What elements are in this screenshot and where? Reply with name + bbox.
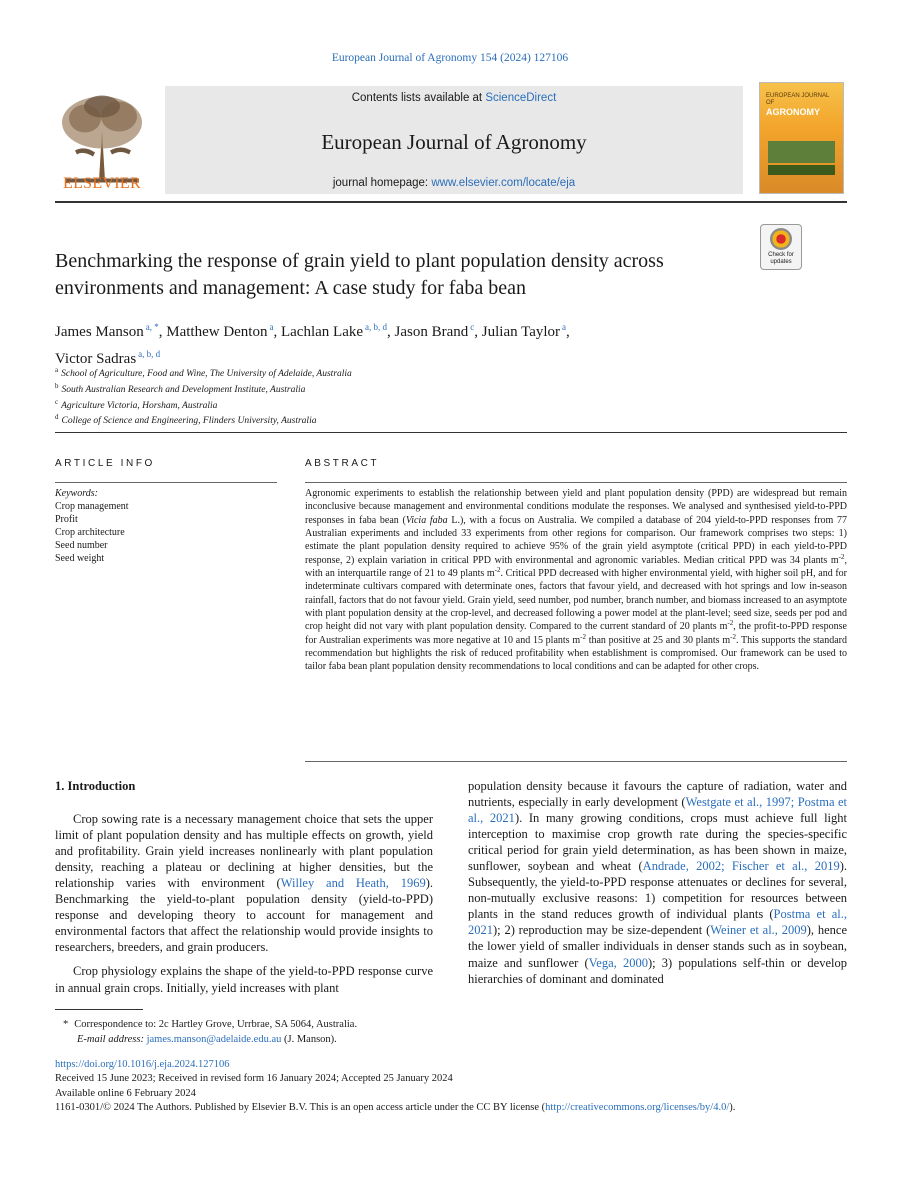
author[interactable]: Lachlan Lake $^{a, b, d}$,	[280, 322, 395, 340]
author[interactable]: Julian Taylor $^a$,	[481, 322, 570, 340]
front-matter-divider	[55, 432, 847, 433]
section-heading-introduction: 1. Introduction	[55, 779, 136, 793]
contents-prefix: Contents lists available at	[351, 92, 486, 104]
author-list	[55, 316, 755, 370]
citation-link[interactable]: Weiner et al., 2009	[710, 923, 807, 938]
journal-title: European Journal of Agronomy	[321, 130, 587, 154]
check-for-updates-icon	[770, 228, 792, 250]
email-link[interactable]: james.manson@adelaide.edu.au	[146, 1034, 282, 1045]
footnote-divider	[55, 1009, 143, 1010]
affiliation-item: $^d$ College of Science and Engineering, Flinders University, Australia	[55, 413, 317, 427]
received-dates: Received 15 June 2023; Received in revised form 16 January 2024; Accepted 25 January 2024	[55, 1073, 453, 1085]
keywords-label: Keywords:	[55, 488, 98, 499]
check-updates-line1: Check for	[768, 252, 794, 258]
body-paragraph: population density because it favours the capture of radiation, water and nutrients, especially in early development (Westgate et al., 1997; Postma et al., 2021). In many growing conditions, crops must achieve full light interception to maximise crop growth rate during the species-specific critical period for grain yield determination, as has been shown in maize, sunflower, soybean and wheat (Andrade, 2002; Fischer et al., 2019). Subsequently, the yield-to-PPD response attenuates or declines for several, non-mutually exclusive reasons: 1) competition for resources between plants in the stand reduces growth of individual plants (Postma et al., 2021); 2) reproduction may be size-dependent (Weiner et al., 2009), hence the lower yield of smaller individuals in denser stands such as in soybean, maize and sunflower (Vega, 2000); 3) populations self-thin or develop hierarchies of dominant and dominated	[468, 779, 847, 986]
cover-image	[768, 141, 835, 163]
doi-link[interactable]: https://doi.org/10.1016/j.eja.2024.127106	[55, 1059, 230, 1070]
license-link[interactable]: http://creativecommons.org/licenses/by/4.0/	[545, 1102, 730, 1114]
abstract-heading: ABSTRACT	[305, 458, 380, 469]
citation-link[interactable]: Andrade, 2002; Fischer et al., 2019	[642, 859, 840, 874]
cover-text	[766, 93, 837, 118]
author[interactable]: Jason Brand $^c$,	[394, 322, 482, 340]
homepage-line	[165, 177, 743, 189]
check-for-updates-badge[interactable]	[760, 224, 802, 270]
abstract-divider	[305, 482, 847, 483]
citation-link[interactable]: Westgate et al., 1997; Postma et al., 2021	[468, 795, 847, 826]
article-info-divider	[55, 482, 277, 483]
citation-link[interactable]: Willey and Heath, 1969	[280, 876, 426, 891]
citation-link[interactable]: Postma et al., 2021	[468, 907, 847, 938]
elsevier-wordmark: ELSEVIER	[63, 175, 141, 192]
email-line: E-mail address: james.manson@adelaide.edu.au (J. Manson).	[77, 1034, 337, 1045]
check-updates-line2: updates	[770, 258, 792, 265]
correspondence-footnote	[55, 1017, 755, 1047]
article-title: Benchmarking the response of grain yield to plant population density across environments and management: A case study for faba bean	[55, 250, 664, 299]
author[interactable]: Victor Sadras $^{a, b, d}$	[55, 349, 161, 367]
body-column-right	[468, 778, 847, 987]
correspondence-line: * Correspondence to: 2c Hartley Grove, Urrbrae, SA 5064, Australia.	[63, 1019, 358, 1030]
keyword-item: Profit	[55, 514, 78, 525]
citation-link[interactable]: Vega, 2000	[588, 955, 648, 970]
contents-line	[165, 92, 743, 104]
author[interactable]: James Manson $^{a, *}$,	[55, 322, 167, 340]
keywords-block	[55, 487, 277, 565]
journal-header	[55, 78, 847, 196]
author[interactable]: Matthew Denton $^a$,	[166, 322, 281, 340]
homepage-prefix: journal homepage:	[332, 177, 432, 189]
body-paragraph: Crop sowing rate is a necessary management choice that sets the upper limit of plant population density and has multiple effects on growth, yield and profitability. Grain yield increases nonlinearly with plant population density, reaching a plateau or declining at higher densities, but the relationship varies with environment (Willey and Heath, 1969). Benchmarking the yield-to-plant population density (yield-to-PPD) response and developing theory to account for management and environmental factors that affect the relationship would provide insights to researchers, breeders, and grain producers.	[55, 812, 433, 955]
keyword-item: Crop management	[55, 501, 129, 512]
journal-reference[interactable]: European Journal of Agronomy 154 (2024) 127106	[331, 52, 569, 64]
homepage-link[interactable]: www.elsevier.com/locate/eja	[431, 177, 576, 189]
article-info-heading: ARTICLE INFO	[55, 458, 155, 469]
affiliation-item: $^b$ South Australian Research and Development Institute, Australia	[55, 381, 306, 395]
abstract-end-divider	[305, 761, 847, 762]
keyword-item: Seed weight	[55, 553, 105, 564]
body-column-left	[55, 778, 433, 996]
keyword-item: Crop architecture	[55, 527, 125, 538]
affiliation-item: $^c$ Agriculture Victoria, Horsham, Australia	[55, 397, 218, 411]
cover-image-strip	[768, 165, 835, 175]
header-divider	[55, 201, 847, 203]
journal-cover-thumbnail[interactable]	[759, 82, 844, 194]
affiliations	[55, 365, 755, 428]
available-online: Available online 6 February 2024	[55, 1087, 196, 1099]
body-paragraph: Crop physiology explains the shape of the yield-to-PPD response curve in annual grain crops. Initially, yield increases with plant	[55, 964, 433, 995]
cover-big-title: AGRONOMY	[766, 107, 820, 118]
license-line: 1161-0301/© 2024 The Authors. Published by Elsevier B.V. This is an open access article under the CC BY license (http://creativecommons.org/licenses/by/4.0/).	[55, 1102, 736, 1114]
abstract-text: Agronomic experiments to establish the relationship between yield and plant population density (PPD) are widespread but remain inconclusive because management and environmental conditions modulate the responses. We analysed and synthesised yield-to-PPD responses in faba bean (Vicia faba L.), with a focus on Australia. We compiled a database of 204 yield-to-PPD responses from 77 Australian experiments and included 33 experiments from other regions for comparison. Our framework comprises two steps: 1) estimate the plant population density required to achieve 95% of the grain yield asymptote (critical PPD) in each yield-to-PPD response, 2) explain variation in critical PPD with environmental and agronomic variables. Median critical PPD was 34 plants $m^{-2}$, with an interquartile range of 21 to 49 plants $m^{-2}$. Critical PPD decreased with higher environmental yield, with higher soil pH, and for indeterminate cultivars compared with determinate ones, factors that favour yield, and decreased with hot springs and low in-season rainfall, factors that do not favour yield. Grain yield, seed number, pod number, branch number, and biomass increased to an asymptote with plant population density at the crop-level, and decreased following a power model at the plant-level; seed size, seeds per pod and crop height did not vary with plant population density. Compared to the current standard of 20 plants $m^{-2}$, the profit-to-PPD response for Australian experiments was more negative at 10 and 15 plants $m^{-2}$ than positive at 25 and 30 plants $m^{-2}$. This supports the standard recommendation but highlights the risk of reduced profitability when establishment is compromised. Our framework can be used to tailor faba bean plant population density recommendations to local conditions and can be adapted for other crops.	[305, 488, 848, 673]
sciencedirect-link[interactable]: ScienceDirect	[485, 92, 557, 104]
keyword-item: Seed number	[55, 540, 108, 551]
publication-info	[55, 1058, 855, 1116]
journal-banner	[165, 86, 743, 194]
affiliation-item: $^a$ School of Agriculture, Food and Wine, The University of Adelaide, Australia	[55, 366, 352, 380]
cover-small-title: EUROPEAN JOURNAL OF	[766, 93, 830, 107]
